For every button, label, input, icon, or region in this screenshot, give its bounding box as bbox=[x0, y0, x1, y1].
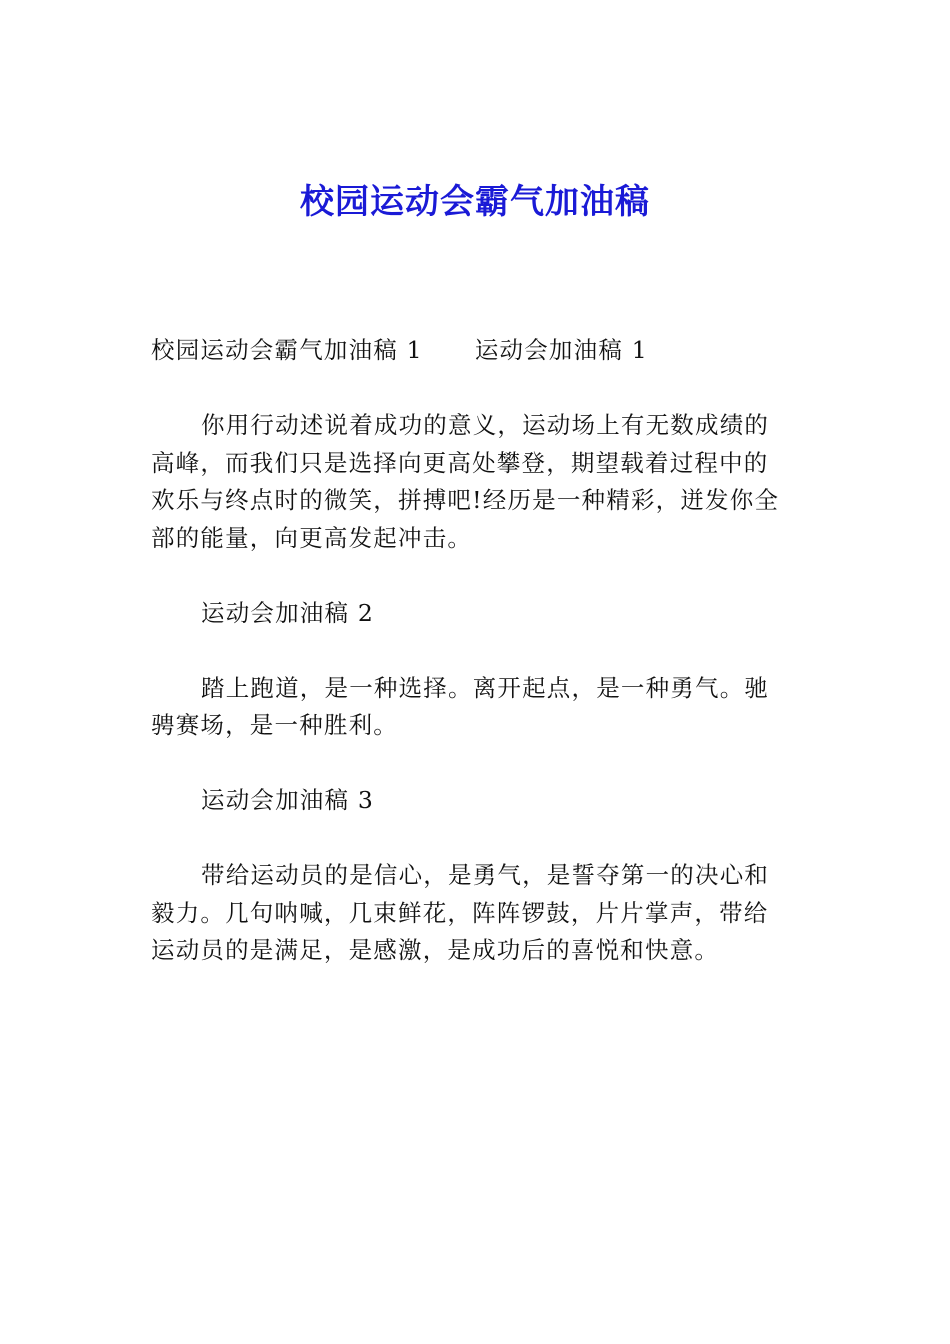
heading-line-part1: 校园运动会霸气加油稿 1 bbox=[151, 336, 423, 364]
paragraph-line: 部的能量，向更高发起冲击。 bbox=[151, 523, 473, 552]
paragraph-1 bbox=[151, 407, 811, 557]
section-heading-text: 运动会加油稿 2 bbox=[201, 598, 375, 627]
paragraph-2 bbox=[151, 670, 811, 745]
paragraph-line: 欢乐与终点时的微笑，拼搏吧!经历是一种精彩，迸发你全 bbox=[151, 486, 780, 514]
document-body bbox=[151, 332, 811, 970]
paragraph-line: 毅力。几句呐喊，几束鲜花，阵阵锣鼓，片片掌声，带给 bbox=[151, 898, 769, 927]
paragraph-line: 运动员的是满足，是感激，是成功后的喜悦和快意。 bbox=[151, 936, 720, 964]
paragraph-line: 踏上跑道，是一种选择。离开起点，是一种勇气。驰 bbox=[201, 673, 770, 702]
document-title: 校园运动会霸气加油稿 bbox=[300, 182, 650, 222]
paragraph-line: 带给运动员的是信心，是勇气，是誓夺第一的决心和 bbox=[201, 861, 770, 889]
paragraph-line: 你用行动述说着成功的意义，运动场上有无数成绩的 bbox=[201, 411, 770, 439]
section-heading-3 bbox=[151, 782, 811, 820]
paragraph-line: 骋赛场，是一种胜利。 bbox=[151, 711, 398, 739]
paragraph-3 bbox=[151, 857, 811, 970]
section-heading-2 bbox=[151, 595, 811, 633]
heading-line bbox=[151, 332, 811, 370]
section-heading-text: 运动会加油稿 3 bbox=[201, 786, 375, 814]
paragraph-line: 高峰，而我们只是选择向更高处攀登，期望载着过程中的 bbox=[151, 448, 769, 477]
heading-line-part2: 运动会加油稿 1 bbox=[474, 336, 648, 364]
